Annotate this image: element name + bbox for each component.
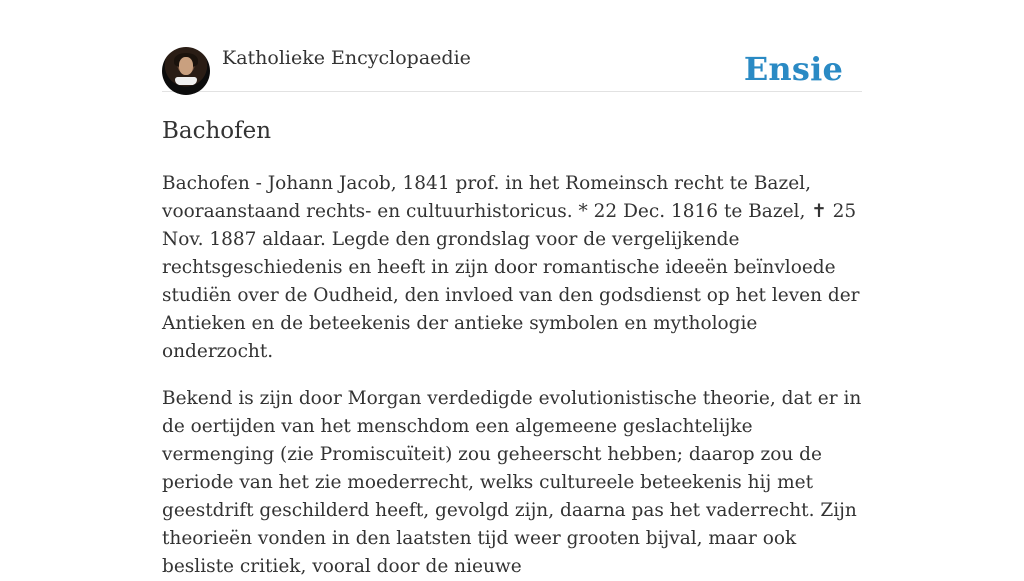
article-title: Bachofen bbox=[162, 118, 272, 144]
avatar-collar bbox=[175, 77, 197, 85]
article-page bbox=[162, 0, 862, 581]
source-name-link[interactable]: Katholieke Encyclopaedie bbox=[222, 47, 471, 69]
portrait-avatar-icon[interactable] bbox=[162, 47, 210, 95]
avatar-face bbox=[179, 57, 193, 75]
article-paragraph-2: Bekend is zijn door Morgan verdedigde evolutionistische theorie, dat er in de oertijden van het menschdom een algemeene geslachtelijke vermenging (zie Promiscuïteit) zou geheerscht hebben; daarop zou de periode van het zie moederrecht, welks cultureele beteekenis hij met geestdrift geschilderd heeft, gevolgd zijn, daarna pas het vaderrecht. Zijn theorieën vonden in den laatsten tijd weer grooten bijval, maar ook besliste critiek, vooral door de nieuwe bbox=[162, 388, 862, 577]
article-paragraph-1: Bachofen - Johann Jacob, 1841 prof. in het Romeinsch recht te Bazel, vooraanstaand rechts- en cultuurhistoricus. * 22 Dec. 1816 te Bazel, ✝ 25 Nov. 1887 aldaar. Legde den grondslag voor de vergelijkende rechtsgeschiedenis en heeft in zijn door romantische ideeën beïnvloede studiën over de Oudheid, den invloed van den godsdienst op het leven der Antieken en de beteekenis der antieke symbolen en mythologie onderzocht. bbox=[162, 173, 860, 362]
ensie-logo-link[interactable]: Ensie bbox=[743, 50, 843, 88]
site-header bbox=[162, 0, 862, 92]
